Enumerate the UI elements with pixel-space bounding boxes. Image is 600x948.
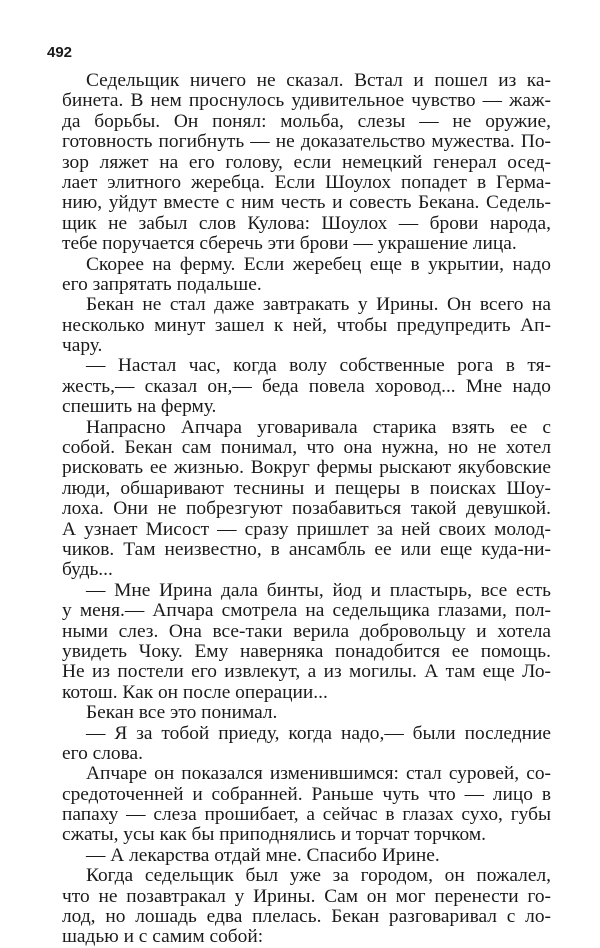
text-line: Апчаре он показался изменившимся: стал суровей, со- [86, 764, 551, 785]
text-line: рисковать ее жизнью. Вокруг фермы рыскают якубовские [62, 458, 551, 479]
text-line: — Настал час, когда волу собственные рога в тя- [86, 356, 551, 377]
body-text [62, 71, 551, 948]
text-line: А узнает Мисост — сразу пришлет за ней своих молод- [62, 519, 551, 540]
text-line: будь... [62, 560, 113, 581]
text-line: щик не забыл слов Кулова: Шоулох — брови народа, [62, 213, 551, 234]
text-line: его запрятать подальше. [62, 274, 262, 295]
text-line: лоха. Они не побрезгуют позабавиться такой девушкой. [62, 499, 551, 520]
text-line: Когда седельщик был уже за городом, он пожалел, [86, 866, 551, 887]
text-line: у меня.— Апчара смотрела на седельщика глазами, пол- [62, 601, 551, 622]
text-line: что не позавтракал у Ирины. Сам он мог перенести го- [62, 886, 551, 907]
text-line: нию, уйдут вместе с ним честь и совесть Бекана. Седель- [62, 193, 551, 214]
text-line: котош. Как он после операции... [62, 682, 328, 703]
text-line: чиков. Там неизвестно, в ансамбль ее или еще куда-ни- [62, 539, 551, 560]
text-line: тебе поручается сберечь эти брови — украшение лица. [62, 234, 517, 255]
text-line: жесть,— сказал он,— беда повела хоровод... Мне надо [62, 376, 551, 397]
text-line: его слова. [62, 743, 143, 764]
text-line: Напрасно Апчара уговаривала старика взять ее с [86, 417, 551, 438]
text-line: зор ляжет на его голову, если немецкий генерал осед- [62, 152, 551, 173]
text-line: — Я за тобой приеду, когда надо,— были последние [86, 723, 551, 744]
text-line: спешить на ферму. [62, 397, 217, 418]
text-line: папаху — слеза прошибает, а сейчас в глазах сухо, губы [62, 805, 551, 826]
text-line: чару. [62, 336, 103, 357]
text-line: лод, но лошадь едва плелась. Бекан разговаривал с ло- [62, 907, 551, 928]
text-line: люди, обшаривают теснины и пещеры в поисках Шоу- [62, 478, 551, 499]
text-line: Седельщик ничего не сказал. Встал и пошел из ка- [86, 71, 551, 91]
text-line: Скорее на ферму. Если жеребец еще в укрытии, надо [86, 254, 551, 275]
text-line: готовность погибнуть — не доказательство мужества. По- [62, 132, 551, 153]
text-line: ными слез. Она все-таки верила добровольцу и хотела [62, 621, 551, 642]
text-line: шадью и с самим собой: [62, 927, 264, 948]
text-line: средоточенней и собранней. Раньше чуть что — лицо в [62, 784, 551, 805]
text-line: бинета. В нем проснулось удивительное чувство — жаж- [62, 91, 551, 112]
page-number: 492 [47, 44, 73, 61]
text-line: увидеть Чоку. Ему наверняка понадобится ее помощь. [62, 641, 551, 662]
text-line: собой. Бекан сам понимал, что она нужна, но не хотел [62, 438, 551, 459]
text-line: несколько минут зашел к ней, чтобы предупредить Ап- [62, 315, 551, 336]
text-line: лает элитного жеребца. Если Шоулох попадет в Герма- [62, 172, 551, 193]
text-line: сжаты, усы как бы приподнялись и торчат торчком. [62, 825, 486, 846]
text-line: — А лекарства отдай мне. Спасибо Ирине. [86, 845, 440, 866]
text-line: Бекан все это понимал. [86, 703, 278, 724]
text-line: Бекан не стал даже завтракать у Ирины. Он всего на [86, 295, 551, 316]
text-line: Не из постели его извлекут, а из могилы. А там еще Ло- [62, 662, 551, 683]
text-line: да борьбы. Он понял: мольба, слезы — не оружие, [62, 111, 551, 132]
text-line: — Мне Ирина дала бинты, йод и пластырь, все есть [86, 580, 551, 601]
